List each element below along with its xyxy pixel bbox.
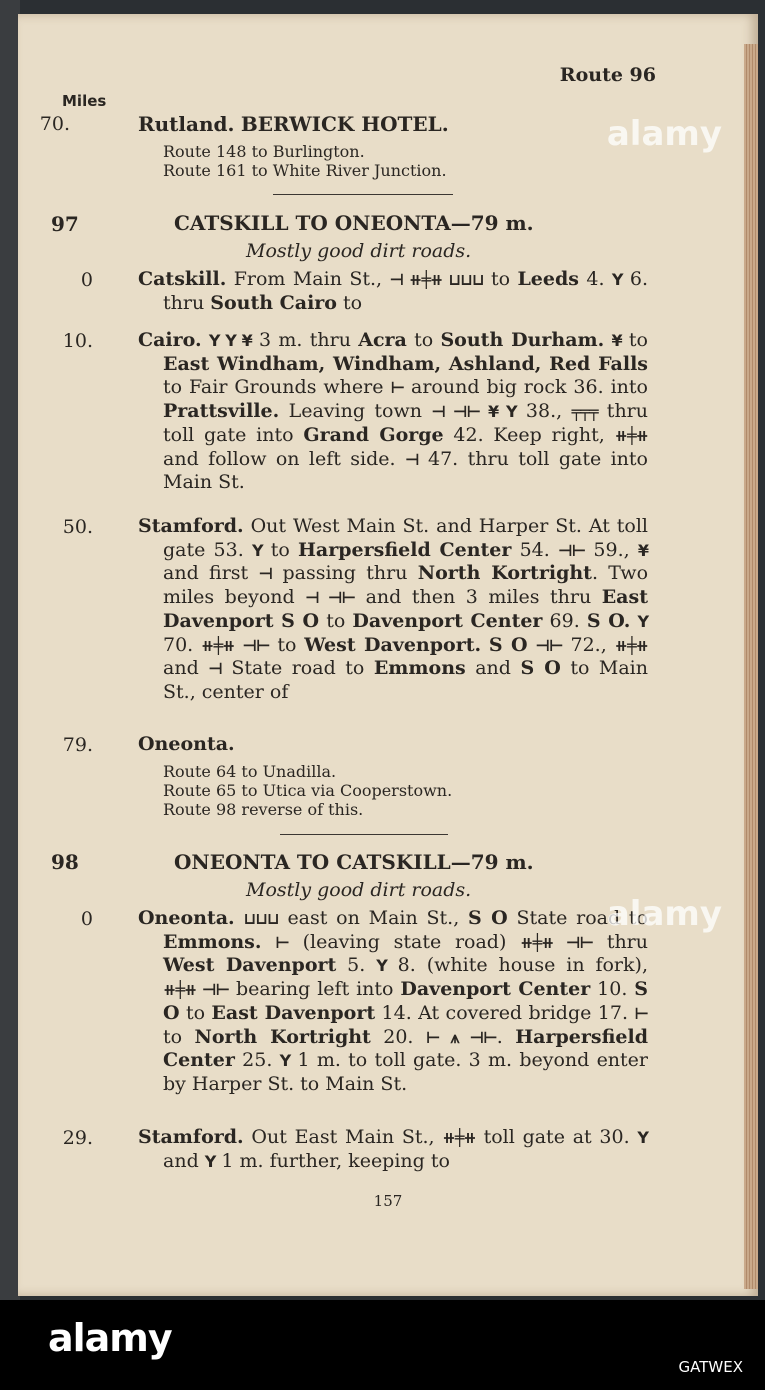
page-fore-edge: [744, 44, 758, 1289]
route-97-note-1: Route 64 to Unadilla.: [163, 762, 337, 781]
route-97-mile-10: 10.: [62, 330, 93, 352]
hotel-name: BERWICK HOTEL.: [240, 112, 449, 136]
route-97-mile-50: 50.: [62, 516, 93, 538]
footer-logo: alamy: [48, 1316, 172, 1360]
route-97-entry-79: [138, 733, 648, 757]
route-98-number: 98: [51, 850, 79, 874]
route-98-title: ONEONTA TO CATSKILL—79 m.: [174, 850, 534, 874]
entry-70-note-1: Route 148 to Burlington.: [163, 142, 365, 161]
watermark: alamy: [606, 114, 722, 154]
route-98-entry-29-text: Stamford. Out East Main St., ⧺╪⧺ toll gate at 30. Y and Y 1 m. further, keeping to: [138, 1126, 648, 1172]
route-97-entry-79-text: Oneonta.: [138, 733, 235, 755]
entry-70-note-2: Route 161 to White River Junction.: [163, 161, 447, 180]
section-rule: [280, 834, 448, 835]
route-97-entry-10-text: Cairo. Y Y ¥ 3 m. thru Acra to South Durham. ¥ to East Windham, Windham, Ashland, Red Falls to Fair Grounds where ⊢ around big rock 36. into Prattsville. Leaving town ⊣ ⊣⊢ ¥ Y 38., ╤╤╤ thru toll gate into Grand Gorge 42. Keep right, ⧺╪⧺ and follow on left side. ⊣ 47. thru toll gate into Main St.: [138, 329, 649, 494]
route-98-mile-0: 0: [80, 908, 93, 930]
route-97-mile-0: 0: [80, 269, 93, 291]
watermark: alamy: [606, 894, 722, 934]
route-98-entry-0: [138, 907, 648, 1097]
page-number: 157: [373, 1192, 403, 1210]
route-97-entry-50: [138, 515, 648, 705]
book-page: [18, 14, 758, 1296]
entry-70-heading: [138, 112, 449, 136]
miles-column-label: Miles: [62, 92, 107, 110]
route-97-entry-10: [138, 329, 648, 495]
mile-70: 70.: [39, 113, 70, 135]
route-97-subtitle: Mostly good dirt roads.: [246, 240, 472, 262]
route-98-mile-29: 29.: [62, 1127, 93, 1149]
route-97-note-2: Route 65 to Utica via Cooperstown.: [163, 781, 453, 800]
route-97-note-3: Route 98 reverse of this.: [163, 800, 364, 819]
book-spine: [0, 0, 20, 1300]
route-97-mile-79: 79.: [62, 734, 93, 756]
route-98-entry-29: [138, 1126, 648, 1173]
place-rutland: Rutland.: [138, 112, 235, 136]
route-97-number: 97: [51, 212, 79, 236]
route-97-entry-0-text: Catskill. From Main St., ⊣ ⧺╪⧺ ⊔⊔⊔ to Leeds 4. Y 6. thru South Cairo to: [138, 268, 648, 314]
route-98-entry-0-text: Oneonta. ⊔⊔⊔ east on Main St., S O State road to Emmons. ⊢ (leaving state road) ⧺╪⧺ ⊣⊢ thru West Davenport 5. Y 8. (white house in fork), ⧺╪⧺ ⊣⊢ bearing left into Davenport Center 10. S O to East Davenport 14. At covered bridge 17. ⊢ to North Kortright 20. ⊢ ⩚ ⊣⊢. Harpersfield Center 25. Y 1 m. to toll gate. 3 m. beyond enter by Harper St. to Main St.: [138, 907, 649, 1095]
route-98-subtitle: Mostly good dirt roads.: [246, 879, 472, 901]
running-head: Route 96: [559, 64, 656, 86]
route-97-entry-0: [138, 268, 648, 315]
route-97-entry-50-text: Stamford. Out West Main St. and Harper St. At toll gate 53. Y to Harpersfield Center 54. ⊣⊢ 59., ¥ and first ⊣ passing thru North Kortright. Two miles beyond ⊣ ⊣⊢ and then 3 miles thru East Davenport S O to Davenport Center 69. S O. Y 70. ⧺╪⧺ ⊣⊢ to West Davenport. S O ⊣⊢ 72., ⧺╪⧺ and ⊣ State road to Emmons and S O to Main St., center of: [138, 515, 649, 703]
route-97-title: CATSKILL TO ONEONTA—79 m.: [174, 211, 534, 235]
section-rule: [273, 194, 453, 195]
image-id-label: GATWEX: [678, 1358, 743, 1376]
